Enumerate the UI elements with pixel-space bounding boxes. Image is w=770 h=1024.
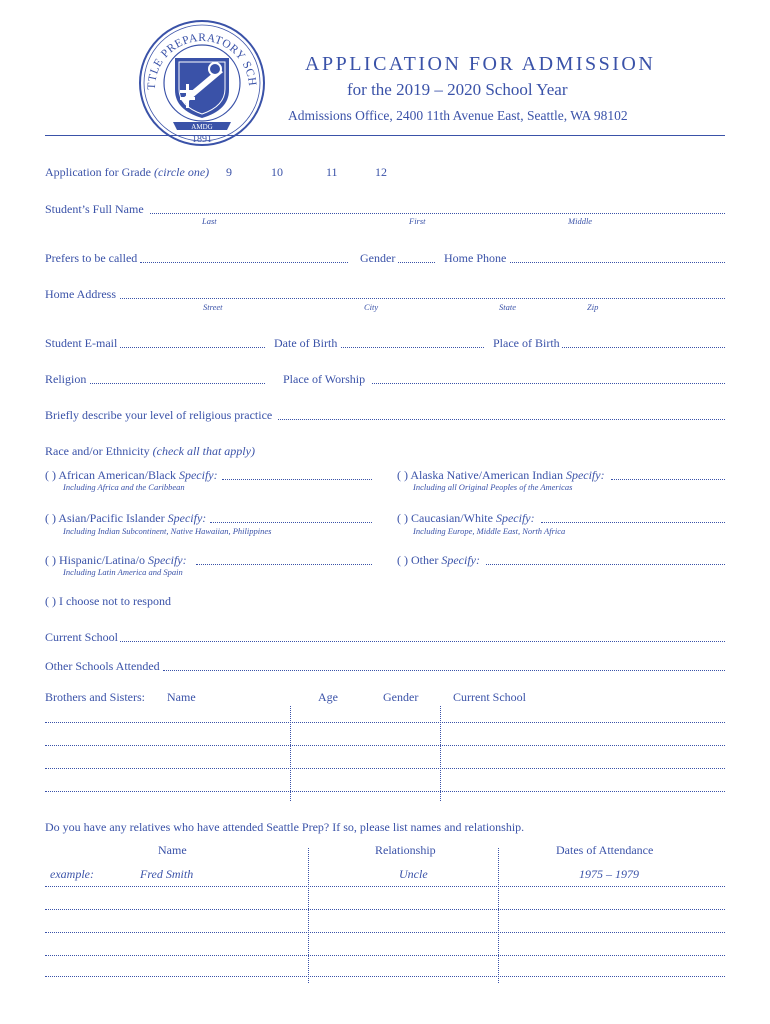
specify-label: Specify: bbox=[495, 511, 535, 525]
specify-field-asian-pacific[interactable] bbox=[210, 522, 372, 523]
siblings-header-gender: Gender bbox=[383, 690, 419, 704]
siblings-column-divider bbox=[440, 706, 441, 801]
relatives-row[interactable] bbox=[45, 886, 725, 887]
gender-field[interactable] bbox=[398, 262, 435, 263]
ethnicity-option-label: ( ) Caucasian/White bbox=[397, 511, 493, 525]
ethnicity-option-label: ( ) Hispanic/Latina/o bbox=[45, 553, 145, 567]
grade-label: Application for Grade bbox=[45, 165, 151, 179]
example-dates: 1975 – 1979 bbox=[579, 867, 639, 881]
ethnicity-option-asian-pacific[interactable] bbox=[45, 511, 206, 526]
grade-option-9[interactable]: 9 bbox=[226, 165, 232, 179]
ethnicity-option-alaska-native[interactable] bbox=[397, 468, 605, 483]
relatives-row[interactable] bbox=[45, 976, 725, 977]
other-schools-label: Other Schools Attended bbox=[45, 659, 160, 673]
ethnicity-option-caucasian[interactable] bbox=[397, 511, 535, 526]
name-part-first: First bbox=[409, 216, 426, 226]
relatives-row[interactable] bbox=[45, 932, 725, 933]
header-rule bbox=[45, 135, 725, 136]
religion-field[interactable] bbox=[90, 383, 265, 384]
relatives-column-divider bbox=[498, 848, 499, 983]
specify-label: Specify: bbox=[565, 468, 605, 482]
admissions-address: Admissions Office, 2400 11th Avenue East, Seattle, WA 98102 bbox=[288, 108, 628, 123]
siblings-row[interactable] bbox=[45, 791, 725, 792]
specify-field-alaska-native[interactable] bbox=[611, 479, 725, 480]
siblings-header-name: Name bbox=[167, 690, 196, 704]
specify-field-caucasian[interactable] bbox=[541, 522, 725, 523]
address-part-street: Street bbox=[203, 302, 223, 312]
ethnicity-option-label: ( ) African American/Black bbox=[45, 468, 176, 482]
religious-practice-label: Briefly describe your level of religious practice bbox=[45, 408, 273, 422]
address-part-city: City bbox=[364, 302, 379, 312]
seal-motto: AMDG bbox=[191, 123, 213, 131]
siblings-header-current-school: Current School bbox=[453, 690, 526, 704]
current-school-label: Current School bbox=[45, 630, 118, 644]
seal-year: 1891 bbox=[192, 134, 212, 145]
relatives-column-divider bbox=[308, 848, 309, 983]
ethnicity-option-label: ( ) Alaska Native/American Indian bbox=[397, 468, 563, 482]
ethnicity-note: Including Latin America and Spain bbox=[63, 567, 183, 577]
siblings-column-divider bbox=[290, 706, 291, 801]
other-schools-field[interactable] bbox=[163, 670, 725, 671]
relatives-header-dates: Dates of Attendance bbox=[556, 843, 654, 857]
place-of-worship-field[interactable] bbox=[372, 383, 725, 384]
relatives-row[interactable] bbox=[45, 955, 725, 956]
ethnicity-note: Including Europe, Middle East, North Africa bbox=[413, 526, 566, 536]
date-of-birth-field[interactable] bbox=[341, 347, 484, 348]
siblings-row[interactable] bbox=[45, 722, 725, 723]
relatives-question: Do you have any relatives who have attended Seattle Prep? If so, please list names and relationship. bbox=[45, 820, 525, 834]
place-of-birth-field[interactable] bbox=[562, 347, 725, 348]
ethnicity-hint: (check all that apply) bbox=[152, 444, 255, 458]
ethnicity-note: Including Africa and the Caribbean bbox=[63, 482, 185, 492]
ethnicity-option-african-american[interactable] bbox=[45, 468, 218, 483]
preferred-name-label: Prefers to be called bbox=[45, 251, 138, 265]
grade-option-10[interactable]: 10 bbox=[271, 165, 283, 179]
siblings-row[interactable] bbox=[45, 768, 725, 769]
address-part-state: State bbox=[499, 302, 516, 312]
siblings-header-age: Age bbox=[318, 690, 338, 704]
name-part-last: Last bbox=[202, 216, 217, 226]
religion-label: Religion bbox=[45, 372, 87, 386]
ethnicity-decline-option[interactable]: ( ) I choose not to respond bbox=[45, 594, 171, 608]
seal-graphic bbox=[137, 18, 267, 148]
ethnicity-option-label: ( ) Asian/Pacific Islander bbox=[45, 511, 165, 525]
specify-field-african-american[interactable] bbox=[222, 479, 372, 480]
home-phone-label: Home Phone bbox=[444, 251, 507, 265]
school-seal bbox=[137, 18, 267, 148]
siblings-row[interactable] bbox=[45, 745, 725, 746]
full-name-field[interactable] bbox=[150, 213, 725, 214]
ethnicity-note: Including Indian Subcontinent, Native Hawaiian, Philippines bbox=[63, 526, 272, 536]
example-relationship: Uncle bbox=[399, 867, 428, 881]
home-phone-field[interactable] bbox=[510, 262, 725, 263]
grade-row bbox=[45, 165, 209, 180]
relatives-row[interactable] bbox=[45, 909, 725, 910]
home-address-field[interactable] bbox=[120, 298, 725, 299]
ethnicity-note: Including all Original Peoples of the Americas bbox=[413, 482, 573, 492]
religious-practice-field[interactable] bbox=[278, 419, 725, 420]
example-label: example: bbox=[50, 867, 94, 881]
current-school-field[interactable] bbox=[120, 641, 725, 642]
ethnicity-heading bbox=[45, 444, 255, 459]
specify-label: Specify: bbox=[167, 511, 207, 525]
gender-label: Gender bbox=[360, 251, 396, 265]
grade-hint: (circle one) bbox=[153, 165, 210, 179]
relatives-header-relationship: Relationship bbox=[375, 843, 436, 857]
full-name-label: Student’s Full Name bbox=[45, 202, 144, 216]
address-part-zip: Zip bbox=[587, 302, 599, 312]
relatives-header-name: Name bbox=[158, 843, 187, 857]
grade-option-11[interactable]: 11 bbox=[326, 165, 338, 179]
student-email-field[interactable] bbox=[120, 347, 265, 348]
ethnicity-label: Race and/or Ethnicity bbox=[45, 444, 150, 458]
ethnicity-option-label: ( ) Other bbox=[397, 553, 439, 567]
home-address-label: Home Address bbox=[45, 287, 116, 301]
ethnicity-option-other[interactable] bbox=[397, 553, 480, 568]
ethnicity-option-hispanic[interactable] bbox=[45, 553, 187, 568]
date-of-birth-label: Date of Birth bbox=[274, 336, 338, 350]
student-email-label: Student E-mail bbox=[45, 336, 118, 350]
specify-label: Specify: bbox=[147, 553, 187, 567]
specify-label: Specify: bbox=[441, 553, 480, 567]
place-of-worship-label: Place of Worship bbox=[283, 372, 366, 386]
form-title: APPLICATION FOR ADMISSION bbox=[305, 53, 656, 75]
specify-field-other[interactable] bbox=[486, 564, 725, 565]
preferred-name-field[interactable] bbox=[140, 262, 348, 263]
specify-field-hispanic[interactable] bbox=[196, 564, 372, 565]
seal-ring-text: TTLE PREPARATORY SCH bbox=[145, 31, 259, 90]
grade-option-12[interactable]: 12 bbox=[375, 165, 387, 179]
example-name: Fred Smith bbox=[140, 867, 194, 881]
name-part-middle: Middle bbox=[568, 216, 593, 226]
siblings-label: Brothers and Sisters: bbox=[45, 690, 145, 704]
specify-label: Specify: bbox=[178, 468, 218, 482]
form-subtitle: for the 2019 – 2020 School Year bbox=[347, 80, 568, 99]
place-of-birth-label: Place of Birth bbox=[493, 336, 560, 350]
